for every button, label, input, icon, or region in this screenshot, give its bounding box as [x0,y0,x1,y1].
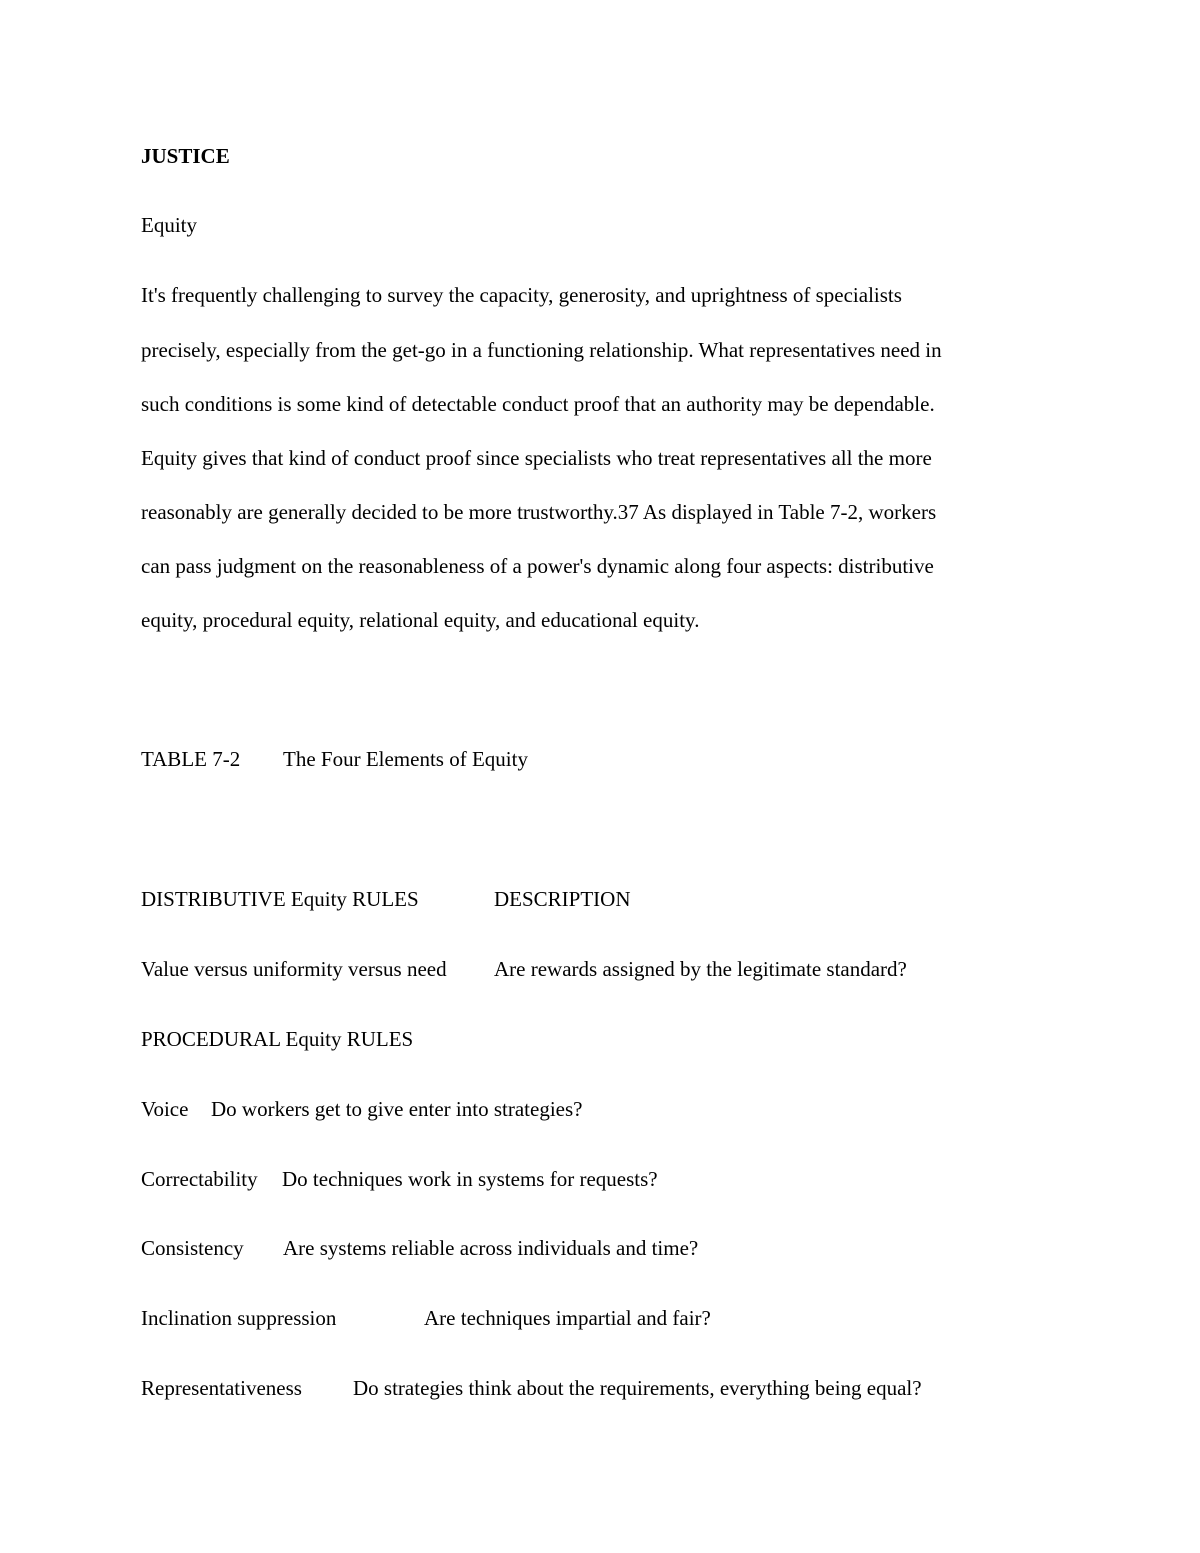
section-subheading: Equity [141,213,197,237]
paragraph-line: Equity gives that kind of conduct proof since specialists who treat representatives all the more [141,446,932,470]
procedural-section-header: PROCEDURAL Equity RULES [141,1027,414,1051]
paragraph-line: precisely, especially from the get-go in a functioning relationship. What representatives need in [141,338,942,362]
description-cell: Do workers get to give enter into strategies? [211,1097,583,1121]
table-label: TABLE 7-2 [141,747,241,771]
description-cell: Are rewards assigned by the legitimate standard? [494,957,907,981]
document-heading: JUSTICE [141,144,230,168]
description-cell: Are techniques impartial and fair? [424,1306,711,1330]
paragraph-line: such conditions is some kind of detectable conduct proof that an authority may be dependable. [141,392,935,416]
paragraph-line: can pass judgment on the reasonableness of a power's dynamic along four aspects: distributive [141,554,934,578]
rule-cell: Value versus uniformity versus need [141,957,447,981]
description-cell: Do techniques work in systems for requests? [282,1167,658,1191]
paragraph-line: reasonably are generally decided to be more trustworthy.37 As displayed in Table 7-2, workers [141,500,937,524]
column-header-rules: DISTRIBUTIVE Equity RULES [141,887,419,911]
rule-cell: Inclination suppression [141,1306,337,1330]
rule-cell: Correctability [141,1167,258,1191]
rule-cell: Consistency [141,1236,244,1260]
description-cell: Are systems reliable across individuals and time? [283,1236,699,1260]
description-cell: Do strategies think about the requirements, everything being equal? [353,1376,922,1400]
rule-cell: Voice [141,1097,189,1121]
paragraph-line: It's frequently challenging to survey the capacity, generosity, and uprightness of specialists [141,283,902,307]
column-header-description: DESCRIPTION [494,887,631,911]
table-title: The Four Elements of Equity [283,747,528,771]
paragraph-line: equity, procedural equity, relational equity, and educational equity. [141,608,700,632]
rule-cell: Representativeness [141,1376,302,1400]
